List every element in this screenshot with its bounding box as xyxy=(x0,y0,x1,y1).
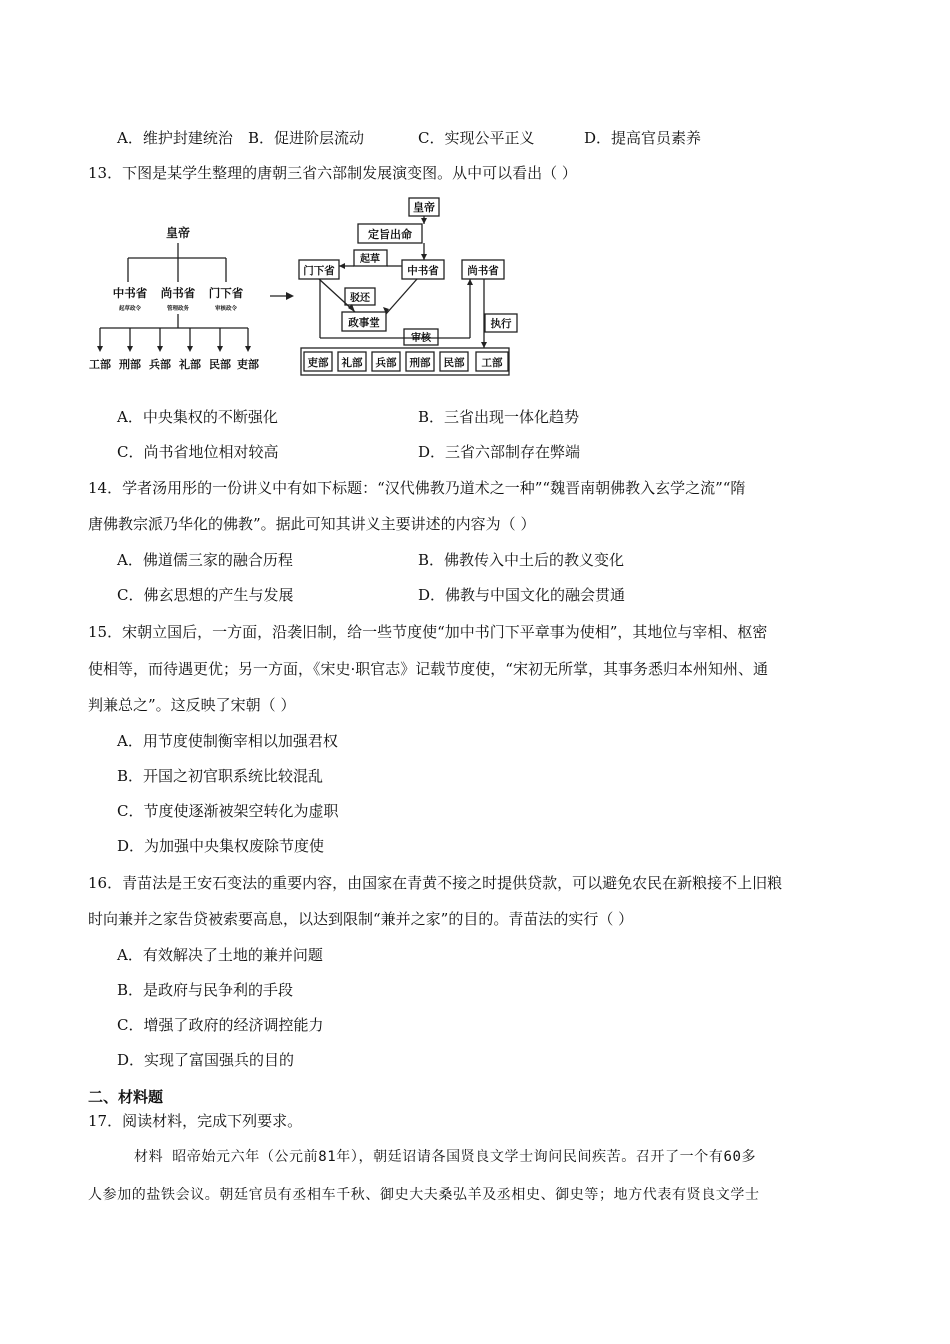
material-line-2: 人参加的盐铁会议。朝廷官员有丞相车千秋、御史大夫桑弘羊及丞相史、御史等；地方代表有贤良文学士 xyxy=(88,1187,760,1203)
q17-stem: 17．阅读材料，完成下列要求。 xyxy=(88,1112,303,1130)
q13-option-d: D．三省六部制存在弊端 xyxy=(418,443,581,461)
right-qicao: 起草 xyxy=(360,254,380,265)
q14-option-c: C．佛玄思想的产生与发展 xyxy=(117,586,294,604)
right-zhongshu: 中书省 xyxy=(407,265,439,277)
right-shangshu: 尚书省 xyxy=(467,265,499,277)
left-bu-6: 吏部 xyxy=(237,358,259,371)
right-bu-5: 民部 xyxy=(443,357,465,369)
right-zhixing: 执行 xyxy=(490,318,512,330)
q15-stem-line-1: 15．宋朝立国后，一方面，沿袭旧制，给一些节度使“加中书门下平章事为使相”，其地位与宰相、枢密 xyxy=(88,623,768,641)
q15-option-d: D．为加强中央集权废除节度使 xyxy=(117,837,325,855)
right-bohuan: 驳还 xyxy=(350,293,370,304)
right-shenhe: 审核 xyxy=(411,333,431,344)
q14-stem-line-1: 14．学者汤用彤的一份讲义中有如下标题：“汉代佛教乃道术之一种”“魏晋南朝佛教入玄学之流”“隋 xyxy=(88,479,746,497)
left-bu-5: 民部 xyxy=(209,358,231,371)
q14-option-d: D．佛教与中国文化的融会贯通 xyxy=(418,586,626,604)
left-sheng-3: 门下省 xyxy=(208,286,244,300)
q14-stem-line-2: 唐佛教宗派乃华化的佛教”。据此可知其讲义主要讲述的内容为（ ） xyxy=(88,515,536,533)
left-emperor: 皇帝 xyxy=(165,226,191,240)
q16-option-c: C．增强了政府的经济调控能力 xyxy=(117,1016,324,1034)
right-bu-6: 工部 xyxy=(481,357,503,369)
q14-option-a: A．佛道儒三家的融合历程 xyxy=(117,551,293,569)
q12-option-c: C．实现公平正义 xyxy=(418,129,535,147)
q12-option-a: A．维护封建统治 xyxy=(117,129,233,147)
section-heading: 二、材料题 xyxy=(88,1088,164,1106)
left-bu-1: 工部 xyxy=(89,358,111,371)
q13-stem: 13．下图是某学生整理的唐朝三省六部制发展演变图。从中可以看出（ ） xyxy=(88,164,577,182)
q15-option-b: B．开国之初官职系统比较混乱 xyxy=(117,767,324,785)
right-emperor: 皇帝 xyxy=(413,201,435,214)
q13-option-b: B．三省出现一体化趋势 xyxy=(418,408,580,426)
left-note-3: 审核政令 xyxy=(214,306,238,312)
right-bu-4: 刑部 xyxy=(409,357,431,369)
q13-diagram xyxy=(80,190,520,385)
q15-option-c: C．节度使逐渐被架空转化为虚职 xyxy=(117,802,339,820)
q16-option-b: B．是政府与民争利的手段 xyxy=(117,981,294,999)
right-dingzhi: 定旨出命 xyxy=(368,228,412,241)
q15-stem-line-3: 判兼总之”。这反映了宋朝（ ） xyxy=(88,696,296,714)
left-bu-4: 礼部 xyxy=(179,358,201,371)
q13-option-a: A．中央集权的不断强化 xyxy=(117,408,278,426)
q13-option-c: C．尚书省地位相对较高 xyxy=(117,443,279,461)
left-bu-2: 刑部 xyxy=(119,358,141,371)
right-zhengshitang: 政事堂 xyxy=(348,317,380,329)
q15-stem-line-2: 使相等，而待遇更优；另一方面，《宋史·职官志》记载节度使，“宋初无所掌，其事务悉归本州知州、通 xyxy=(88,660,768,678)
material-line-1: 材料 昭帝始元六年（公元前81年），朝廷诏请各国贤良文学士询问民间疾苦。召开了一个有60多 xyxy=(134,1149,757,1165)
q16-option-d: D．实现了富国强兵的目的 xyxy=(117,1051,295,1069)
q12-option-d: D．提高官员素养 xyxy=(584,129,702,147)
left-sheng-1: 中书省 xyxy=(112,286,148,300)
left-sheng-2: 尚书省 xyxy=(160,286,196,300)
q16-option-a: A．有效解决了土地的兼并问题 xyxy=(117,946,323,964)
left-note-1: 起草政令 xyxy=(118,306,142,312)
q12-option-b: B．促进阶层流动 xyxy=(248,129,365,147)
right-bu-2: 礼部 xyxy=(341,357,363,369)
left-bu-3: 兵部 xyxy=(149,358,171,371)
right-menxia: 门下省 xyxy=(303,265,335,277)
q16-stem-line-2: 时向兼并之家告贷被索要高息，以达到限制“兼并之家”的目的。青苗法的实行（ ） xyxy=(88,910,634,928)
left-note-2: 管理政务 xyxy=(166,306,190,312)
q16-stem-line-1: 16．青苗法是王安石变法的重要内容，由国家在青黄不接之时提供贷款，可以避免农民在新粮接不上旧粮 xyxy=(88,874,783,892)
right-bu-3: 兵部 xyxy=(375,357,397,369)
q15-option-a: A．用节度使制衡宰相以加强君权 xyxy=(117,732,338,750)
q14-option-b: B．佛教传入中土后的教义变化 xyxy=(418,551,625,569)
right-bu-1: 吏部 xyxy=(307,357,329,369)
